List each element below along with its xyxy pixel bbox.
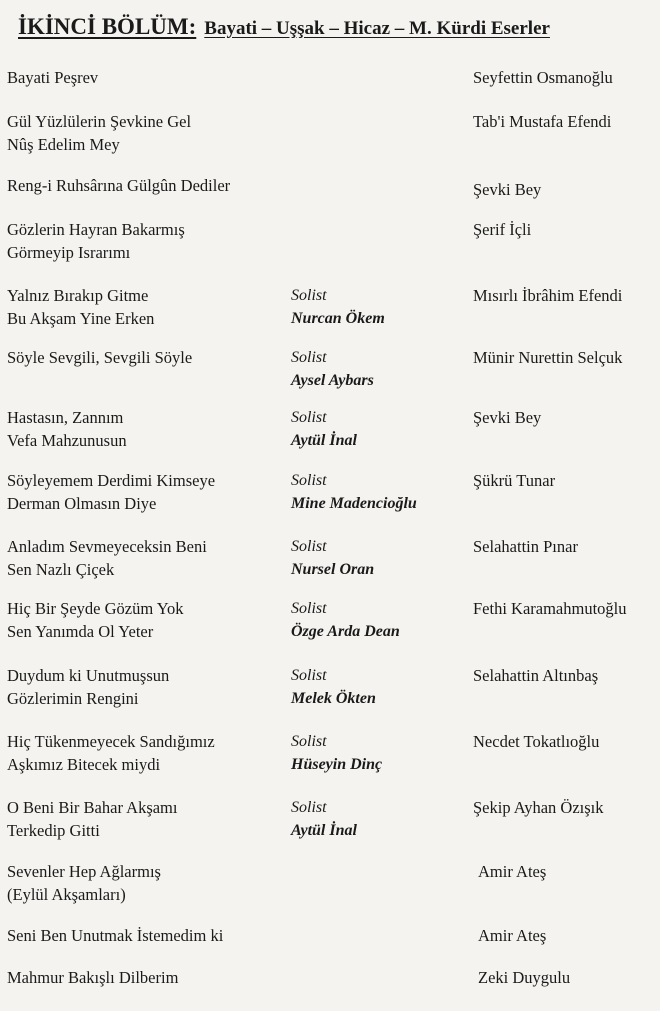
soloist xyxy=(291,406,357,452)
work-title-line: Yalnız Bırakıp Gitme xyxy=(7,286,149,305)
composer: Fethi Karamahmutoğlu xyxy=(473,599,627,618)
work-title-line: (Eylül Akşamları) xyxy=(7,885,126,904)
composer: Şerif İçli xyxy=(473,220,532,239)
composer: Selahattin Altınbaş xyxy=(473,666,599,685)
work-title-line: Aşkımız Bitecek miydi xyxy=(7,755,161,774)
work-title-line: Nûş Edelim Mey xyxy=(7,135,120,154)
work-title xyxy=(7,218,185,264)
work-title-line: Sen Nazlı Çiçek xyxy=(7,560,115,579)
work-title xyxy=(7,730,215,776)
soloist-label: Solist xyxy=(291,287,327,304)
composer: Mısırlı İbrâhim Efendi xyxy=(473,286,623,305)
work-title-line: Görmeyip Israrımı xyxy=(7,243,131,262)
work-title-line: Söyleyemem Derdimi Kimseye xyxy=(7,471,216,490)
soloist-name: Hüseyin Dinç xyxy=(291,756,383,773)
work-title-line: Gözlerin Hayran Bakarmış xyxy=(7,220,185,239)
soloist-name: Aysel Aybars xyxy=(291,372,374,389)
soloist xyxy=(291,730,382,776)
composer: Selahattin Pınar xyxy=(473,537,578,556)
work-title-line: Sevenler Hep Ağlarmış xyxy=(7,862,161,881)
composer: Amir Ateş xyxy=(478,926,547,945)
work-title-line: Sen Yanımda Ol Yeter xyxy=(7,622,154,641)
work-title-line: Söyle Sevgili, Sevgili Söyle xyxy=(7,348,193,367)
work-title-line: Vefa Mahzunusun xyxy=(7,431,127,450)
composer: Şekip Ayhan Özışık xyxy=(473,798,604,817)
work-title-line: Seni Ben Unutmak İstemedim ki xyxy=(7,926,224,945)
soloist xyxy=(291,796,357,842)
soloist xyxy=(291,664,376,710)
section-header xyxy=(18,14,652,40)
soloist xyxy=(291,597,400,643)
soloist xyxy=(291,469,417,515)
work-title xyxy=(7,174,230,197)
composer: Şevki Bey xyxy=(473,180,542,199)
work-title xyxy=(7,66,98,89)
soloist-name: Aytül İnal xyxy=(291,432,357,449)
work-title-line: Bu Akşam Yine Erken xyxy=(7,309,155,328)
work-title-line: Hiç Tükenmeyecek Sandığımız xyxy=(7,732,215,751)
work-title-line: Duydum ki Unutmuşsun xyxy=(7,666,170,685)
work-title-line: Terkedip Gitti xyxy=(7,821,100,840)
soloist-label: Solist xyxy=(291,472,327,489)
composer: Zeki Duygulu xyxy=(478,968,571,987)
work-title xyxy=(7,406,127,452)
soloist xyxy=(291,284,385,330)
section-subtitle: Bayati – Uşşak – Hicaz – M. Kürdi Eserler xyxy=(204,18,550,39)
composer: Tab'i Mustafa Efendi xyxy=(473,112,612,131)
work-title xyxy=(7,535,207,581)
soloist-label: Solist xyxy=(291,538,327,555)
work-title-line: Gül Yüzlülerin Şevkine Gel xyxy=(7,112,192,131)
soloist-name: Nursel Oran xyxy=(291,561,375,578)
soloist-label: Solist xyxy=(291,600,327,617)
work-title-line: O Beni Bir Bahar Akşamı xyxy=(7,798,178,817)
composer: Amir Ateş xyxy=(478,862,547,881)
work-title xyxy=(7,597,183,643)
soloist-label: Solist xyxy=(291,349,327,366)
soloist-label: Solist xyxy=(291,733,327,750)
work-title xyxy=(7,284,154,330)
soloist-label: Solist xyxy=(291,799,327,816)
work-title-line: Mahmur Bakışlı Dilberim xyxy=(7,968,179,987)
soloist xyxy=(291,346,374,392)
soloist-name: Özge Arda Dean xyxy=(291,623,400,640)
soloist-name: Mine Madencioğlu xyxy=(291,495,417,512)
soloist-name: Aytül İnal xyxy=(291,822,357,839)
work-title xyxy=(7,924,223,947)
work-title-line: Bayati Peşrev xyxy=(7,68,99,87)
work-title xyxy=(7,664,169,710)
work-title-line: Gözlerimin Rengini xyxy=(7,689,139,708)
work-title-line: Hiç Bir Şeyde Gözüm Yok xyxy=(7,599,184,618)
composer: Seyfettin Osmanoğlu xyxy=(473,68,613,87)
soloist-name: Nurcan Ökem xyxy=(291,310,385,327)
work-title-line: Reng-i Ruhsârına Gülgûn Dediler xyxy=(7,176,231,195)
soloist-label: Solist xyxy=(291,409,327,426)
work-title xyxy=(7,110,191,156)
work-title xyxy=(7,796,177,842)
work-title-line: Hastasın, Zannım xyxy=(7,408,124,427)
soloist xyxy=(291,535,374,581)
work-title xyxy=(7,346,192,369)
work-title xyxy=(7,966,178,989)
soloist-label: Solist xyxy=(291,667,327,684)
work-title xyxy=(7,860,161,906)
composer: Şevki Bey xyxy=(473,408,542,427)
soloist-name: Melek Ökten xyxy=(291,690,376,707)
section-title: İKİNCİ BÖLÜM: xyxy=(18,14,197,39)
composer: Şükrü Tunar xyxy=(473,471,556,490)
work-title xyxy=(7,469,215,515)
work-title-line: Derman Olmasın Diye xyxy=(7,494,157,513)
work-title-line: Anladım Sevmeyeceksin Beni xyxy=(7,537,207,556)
composer: Necdet Tokatlıoğlu xyxy=(473,732,600,751)
composer: Münir Nurettin Selçuk xyxy=(473,348,623,367)
